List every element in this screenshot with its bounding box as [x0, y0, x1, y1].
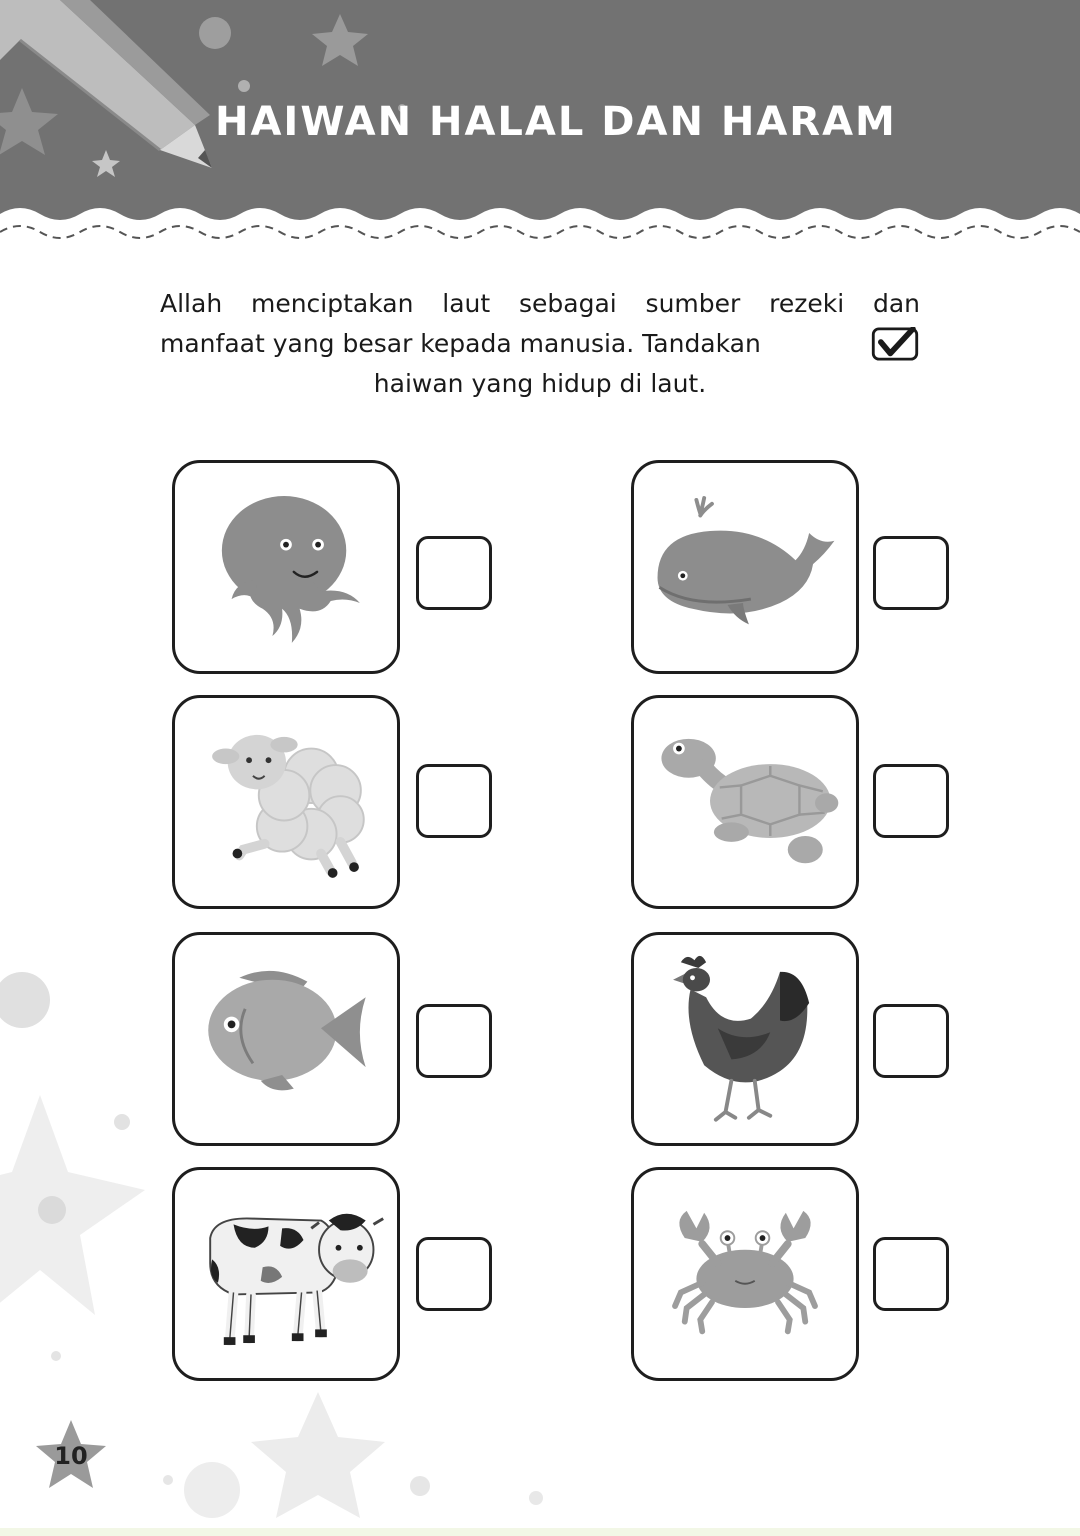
checkbox-fish[interactable]: [416, 1004, 492, 1078]
animal-card-cow: [172, 1167, 400, 1381]
sheep-icon: [175, 698, 397, 906]
checkbox-turtle[interactable]: [873, 764, 949, 838]
checkbox-chicken[interactable]: [873, 1004, 949, 1078]
instruction-line-3: haiwan yang hidup di laut.: [373, 369, 707, 398]
checkbox-cow[interactable]: [416, 1237, 492, 1311]
animal-card-fish: [172, 932, 400, 1146]
animal-card-sheep: [172, 695, 400, 909]
animal-card-octopus: [172, 460, 400, 674]
checkbox-sheep[interactable]: [416, 764, 492, 838]
animal-card-chicken: [631, 932, 859, 1146]
animal-card-whale: [631, 460, 859, 674]
checkbox-octopus[interactable]: [416, 536, 492, 610]
turtle-icon: [634, 698, 856, 906]
chicken-icon: [634, 935, 856, 1143]
checkbox-crab[interactable]: [873, 1237, 949, 1311]
animal-card-turtle: [631, 695, 859, 909]
whale-icon: [634, 463, 856, 671]
instruction-line-1: Allah menciptakan laut sebagai sumber rezeki dan: [160, 289, 920, 318]
animal-card-crab: [631, 1167, 859, 1381]
cow-icon: [175, 1170, 397, 1378]
instruction-text: [160, 284, 920, 404]
page-number: 10: [54, 1442, 88, 1470]
page-title: HAIWAN HALAL DAN HARAM: [215, 99, 897, 145]
page-number-badge: [34, 1418, 108, 1492]
checkmark-box-icon: [870, 327, 920, 361]
checkbox-whale[interactable]: [873, 536, 949, 610]
crab-icon: [634, 1170, 856, 1378]
octopus-icon: [175, 463, 397, 671]
instruction-line-2: manfaat yang besar kepada manusia. Tandakan: [160, 329, 761, 358]
fish-icon: [175, 935, 397, 1143]
